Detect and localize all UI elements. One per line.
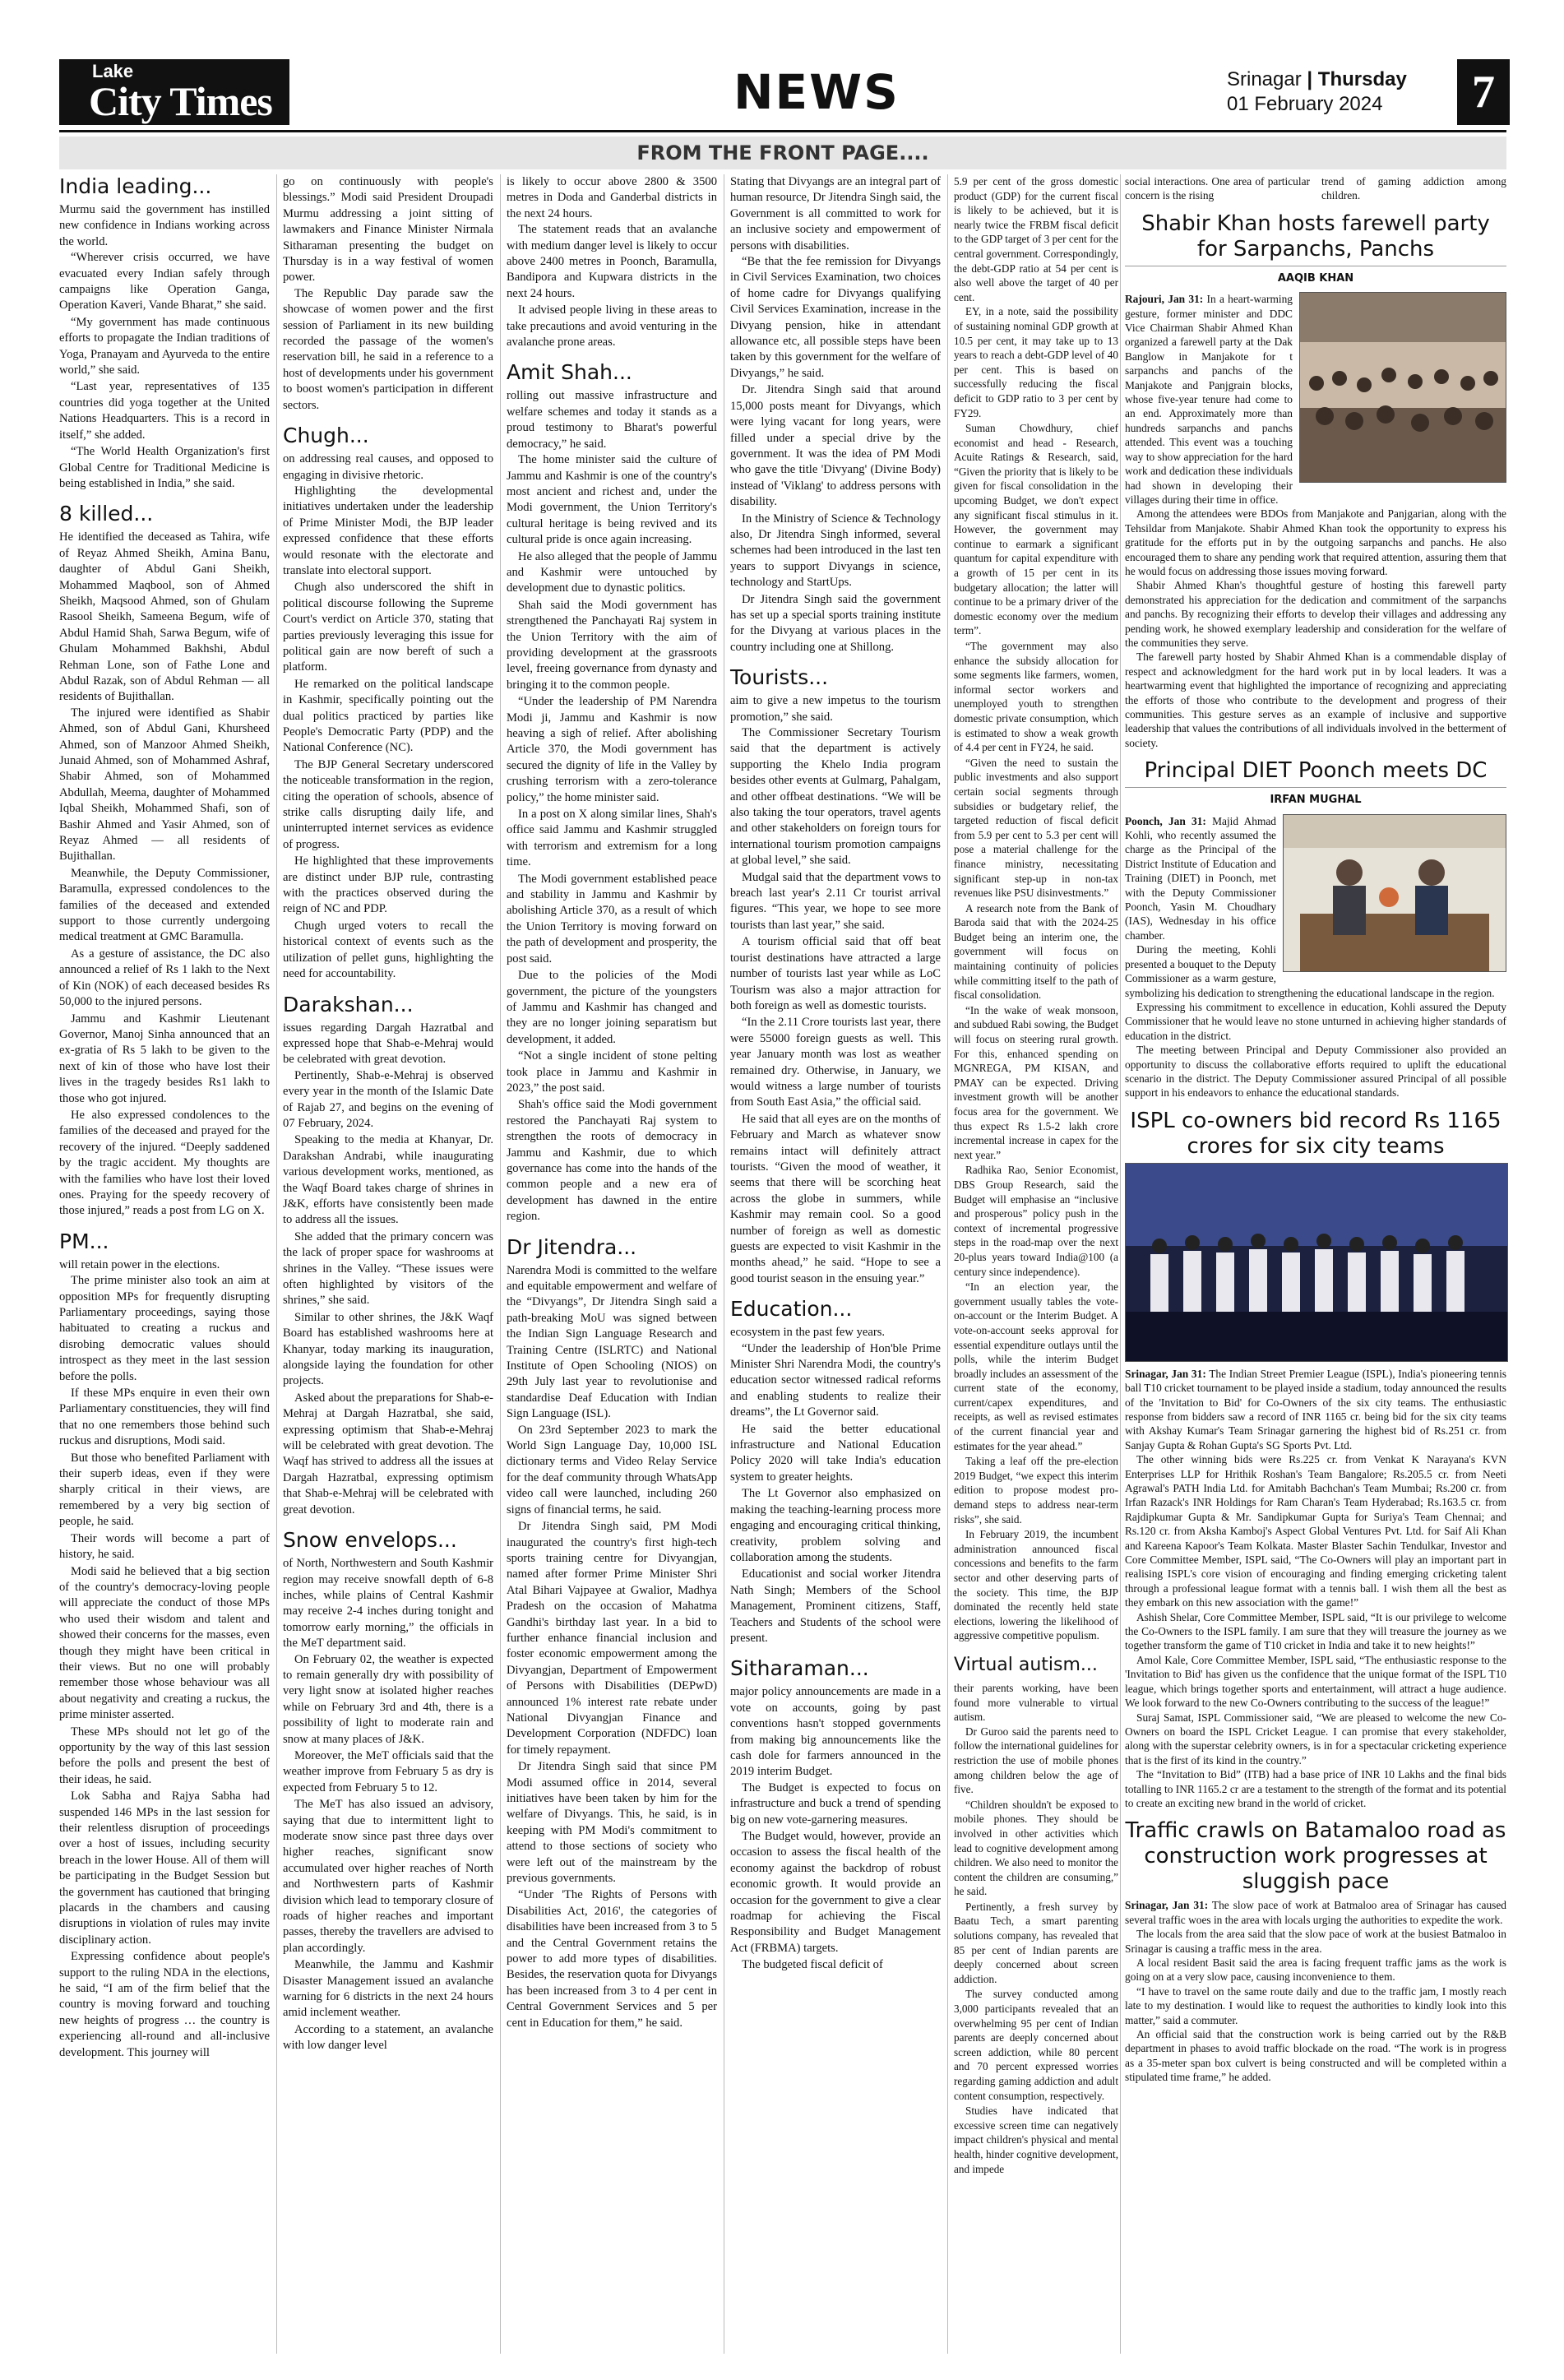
paragraph: He highlighted that these improvements are distinct under BJP rule, contrasting with the practices observed during the reign of NC and PDP. [283, 854, 493, 916]
paragraph: Shah said the Modi government has strengthened the Panchayati Raj system in the Union Territory with the aim of providing development at the grassroots level, freeing governance from dynasty and bringing it to the common people. [507, 598, 717, 692]
logo-top-text: Lake [92, 61, 134, 81]
city: Srinagar [1227, 68, 1302, 90]
paragraph: “Children shouldn't be exposed to mobile phones. They should be involved in other activities which lead to cognitive development among children. We also need to monitor the content the children are consuming,” he said. [954, 1798, 1118, 1898]
paragraph: Expressing confidence about people's support to the ruling NDA in the elections, he said, “I am of the firm belief that the country is moving forward and touching new heights of progress … the country is experiencing all-round and all-inclusive development. This journey will [59, 1950, 270, 2059]
paragraph: “I have to travel on the same route daily and due to the traffic jam, I mostly reach late to my destination. I would like to request the authorities to kindly look into this matter,” said a commuter. [1125, 1984, 1506, 2026]
column-3 [507, 174, 717, 2032]
story-heading[interactable]: 8 killed... [59, 502, 154, 526]
paragraph: “Be that the fee remission for Divyangs in Civil Services Examination, two choices of home cadre for Divyangs qualifying Civil Services Examination, increase in the Divyang pension, hike in attendant allowance etc, all possible steps have been taken by this government for the welfare of Divyangs,” he said. [730, 255, 941, 380]
paragraph: Similar to other shrines, the J&K Waqf Board has established washrooms here at Khanyar, today marking its inauguration, alongside laying the foundation for other projects. [283, 1310, 493, 1388]
story-heading[interactable]: Sitharaman... [730, 1656, 869, 1681]
paragraph: A local resident Basit said the area is facing frequent traffic jams as the work is going on at a very slow pace, causing inconvenience to them. [1125, 1956, 1506, 1984]
paragraph: The Republic Day parade saw the showcase of women power and the first session of Parliament in its new building recorded the passage of the women's reservation bill, he said in a reference to a host of developments under his government to boost women's participation in different sectors. [283, 286, 493, 412]
paragraph: He said the better educational infrastructure and National Education Policy 2020 will take India's education system to greater heights. [730, 1422, 941, 1484]
column-divider [500, 174, 501, 2354]
paragraph: The injured were identified as Shabir Ahmed, son of Abdul Gani, Khursheed Ahmed, son of Manzoor Ahmed Sheikh, Junaid Ahmed, son of Mohammed Ashraf, Shabir Ahmed, son of Mohammed Abdullah, Meema, daughter of Mohammed Iqbal Sheikh, Mohammed Shafi, son of Bashir Ahmed and Yasir Ahmed, son of Reyaz Ahmed — all residents of Bujithallan. [59, 706, 270, 864]
paragraph: As a gesture of assistance, the DC also announced a relief of Rs 1 lakh to the Next of Kin (NOK) of each deceased besides Rs 50,000 to the injured persons. [59, 947, 270, 1009]
paragraph: On 23rd September 2023 to mark the World Sign Language Day, 10,000 ISL dictionary terms and Video Relay Service for the deaf community through WhatsApp video call were launched, including 260 signs of financial terms, he said. [507, 1423, 717, 1516]
photo-office-icon [1284, 815, 1506, 971]
paragraph: Studies have indicated that excessive screen time can negatively impact children's physical and mental health, hinder cognitive development, and impede [954, 2104, 1118, 2175]
paragraph: Shabir Ahmed Khan's thoughtful gesture of hosting this farewell party demonstrated his appreciation for the dedication and commitment of the sarpanchs and panchs. By recognizing their efforts to develop their villages and addressing any pending work, he showed exemplary leadership and consideration for the welfare of the communities they serve. [1125, 579, 1506, 649]
byline: IRFAN MUGHAL [1270, 794, 1362, 807]
paragraph: On February 02, the weather is expected to remain generally dry with possibility of very light snow at isolated higher reaches while on February 3rd and 4th, there is a possibility of light to moderate rain and snow at many places of J&K. [283, 1652, 493, 1746]
paragraph: In a post on X along similar lines, Shah's office said Jammu and Kashmir struggled with terrorism and extremism for a long time. [507, 808, 717, 869]
story-heading[interactable]: PM... [59, 1229, 109, 1253]
byline: AAQIB KHAN [1277, 271, 1354, 285]
section-title: NEWS [733, 64, 900, 120]
ispl-stage-photo[interactable] [1125, 1163, 1508, 1362]
paragraph: The “Invitation to Bid” (ITB) had a base price of INR 10 Lakhs and the final bids totalling to INR 1165.2 cr are a testament to the strength of the format and its potential to create an exciting new brand in the world of cricket. [1125, 1768, 1506, 1809]
paragraph: is likely to occur above 2800 & 3500 metres in Doda and Ganderbal districts in the next 24 hours. [507, 175, 717, 220]
paragraph: The Commissioner Secretary Tourism said that the department is actively supporting the Khelo India program besides other events at Gulmarg, Pahalgam, and other offbeat destinations. “We will be also taking the tour operators, travel agents and other stakeholders on foreign tours for international tourism promotion campaigns at global level,” she said. [730, 726, 941, 868]
paragraph: “Under the leadership of Hon'ble Prime Minister Shri Narendra Modi, the country's education sector witnessed radical reforms and enabling students to realize their dreams”, the Lt Governor said. [730, 1341, 941, 1419]
page-number: 7 [1457, 59, 1510, 125]
column-divider [276, 174, 277, 2354]
masthead [59, 59, 1506, 127]
paragraph: The budgeted fiscal deficit of [742, 1958, 883, 1972]
paragraph: Chugh urged voters to recall the historical context of events such as the utilization of pellet guns, highlighting the need for accountability. [283, 919, 493, 981]
weekday: Thursday [1317, 68, 1407, 90]
story-heading[interactable]: Tourists... [730, 665, 829, 690]
paragraph: But those who benefited Parliament with their superb ideas, even if they were sharply critical in their views, are remembered by a very big section of people, he said. [59, 1451, 270, 1529]
paragraph: Modi said he believed that a big section of the country's democracy-loving people will appreciate the conduct of those MPs who used their wisdom and talent and showed their concerns for the masses, even though they might have been critical in their views. But no one will probably remember those whose behaviour was all about negativity and creating a ruckus, the prime minister asserted. [59, 1564, 270, 1722]
column-divider [1120, 174, 1121, 2354]
column-2 [283, 174, 493, 2055]
masthead-rule [59, 130, 1506, 132]
paragraph: “In the 2.11 Crore tourists last year, there were 55000 foreign guests as well. This year January month was lost as weather remained dry. Otherwise, in January, we would witness a large number of tourists from South East Asia,” the official said. [730, 1016, 941, 1109]
paragraph: The Modi government established peace and stability in Jammu and Kashmir by abolishing Article 370, as a result of which the Union Territory is moving forward on the path of development and prosperity, the post said. [507, 872, 717, 965]
paragraph: Jammu and Kashmir Lieutenant Governor, Manoj Sinha announced that an ex-gratia of Rs 5 lakh to be given to the next of kin of those who have lost their lives in the tragedy besides Rs1 lakh to those who got injured. [59, 1012, 270, 1105]
story-heading[interactable]: Darakshan... [283, 992, 414, 1016]
article-dateline: Srinagar, Jan 31: [1125, 1899, 1209, 1912]
article-headline[interactable]: ISPL co-owners bid record Rs 1165 crores for six city teams [1130, 1108, 1502, 1159]
paragraph: During the meeting, Kohli presented a bouquet to the Deputy Commissioner as a warm gesture, symbolizing his dedication to strengthening the educational landscape in the region. [1125, 943, 1495, 999]
story-heading[interactable]: Amit Shah... [507, 360, 632, 385]
paragraph-text: Majid Ahmad Kohli, who recently assumed the charge as the Principal of the District Institute of Education and Training (DIET) in Poonch, met with the Deputy Commissioner Poonch, Yasin M. Choudhary (IAS), Wednesday in his office chamber. [1125, 814, 1276, 942]
paragraph: EY, in a note, said the possibility of sustaining nominal GDP growth at 10.5 per cent, it may take up to 13 years to reach a debt-GDP level of 40 per cent. This is based on successfully reducing the fiscal deficit to GDP ratio to 3 per cent by FY29. [954, 305, 1118, 419]
paragraph: of North, Northwestern and South Kashmir region may receive snowfall depth of 6-8 inches, while plains of Central Kashmir may receive 2-4 inches during tonight and tomorrow early morning,” the officials in the MeT department said. [283, 1557, 493, 1651]
column-divider [947, 174, 948, 2354]
column-1 [59, 174, 270, 2062]
article-headline[interactable]: Shabir Khan hosts farewell party for Sarpanchs, Panchs [1141, 211, 1490, 262]
paragraph: “Under 'The Rights of Persons with Disabilities Act, 2016', the categories of disabilities have been increased from 3 to 5 and the Central Government retains the power to add more types of disabilities. Besides, the reservation quota for Divyangs has been increased from 3 to 4 per cent in Central Government Services and 5 per cent in Education for them,” he said. [507, 1888, 717, 2030]
paragraph: “Last year, representatives of 135 countries did yoga together at the United Nations Headquarters. This is a record in itself,” she added. [59, 380, 270, 442]
paragraph: The BJP General Secretary underscored the noticeable transformation in the region, citing the operation of schools, absence of strike calls disrupting daily life, and uninterrupted internet services as evidence of progress. [283, 757, 493, 851]
section-banner: FROM THE FRONT PAGE.... [59, 137, 1506, 169]
paragraph: The Budget is expected to focus on infrastructure and buck a trend of spending big on new vote-garnering measures. [730, 1780, 941, 1827]
paragraph [1125, 1898, 1506, 1927]
paragraph: Shah's office said the Modi government restored the Panchayati Raj system to strengthen the roots of democracy in Jammu and Kashmir, due to which governance has come into the hands of the common people and a new era of development has dawned in the entire region. [507, 1098, 717, 1224]
paragraph: The home minister said the culture of Jammu and Kashmir is one of the country's most ancient and richest and, under the Modi government, the Union Territory's cultural heritage is being revived and its cultural pride is once again increasing. [507, 453, 717, 547]
paragraph: social interactions. One area of particular concern is the rising [1125, 175, 1310, 202]
paragraph: Chugh also underscored the shift in political discourse following the Supreme Court's verdict on Article 370, stating that parties previously leveraging this issue for political gain are now bereft of such a platform. [283, 581, 493, 674]
paragraph: He remarked on the political landscape in Kashmir, specifically pointing out the dual politics practiced by parties like People's Democratic Party (PDP) and the National Conference (NC). [283, 677, 493, 755]
article-dateline: Srinagar, Jan 31: [1125, 1367, 1206, 1380]
paragraph: According to a statement, an avalanche with low danger level [283, 2022, 493, 2053]
paragraph: Educationist and social worker Jitendra Nath Singh; Members of the School Management, Prominent citizens, Staff, Teachers and Students of the school were present. [730, 1567, 941, 1645]
paragraph: Moreover, the MeT officials said that the weather improve from February 5 as dry is expected from February 5 to 12. [283, 1748, 493, 1794]
paragraph: Lok Sabha and Rajya Sabha had suspended 146 MPs in the last session for their relentless disruption of proceedings over a host of issues, including security breach in the lower House. All of them will be participating in the Budget Session but the government has cautioned that bringing placards in the chambers and causing disruptions in violation of rules may invite disciplinary action. [59, 1790, 270, 1947]
paragraph: Mudgal said that the department vows to breach last year's 2.11 Cr tourist arrival figures. “This year, we hope to see more tourists than last year,” she said. [730, 870, 941, 932]
paragraph: Taking a leaf off the pre-election 2019 Budget, “we expect this interim edition to propose modest pro-demand steps to address near-term risks”, she said. [954, 1455, 1118, 1526]
paragraph: An official said that the construction work is being carried out by the R&B department in phases to avoid traffic blockade on the road. “The work is in progress as a 35-meter span box culvert is being constructed and will be completed within a stipulated time frame,” he added. [1125, 2028, 1506, 2084]
story-heading[interactable]: Education... [730, 1297, 853, 1322]
paragraph: Highlighting the developmental initiatives undertaken under the leadership of Prime Minister Modi, the BJP leader expressed confidence that these efforts would resonate with the electorate and translate into electoral support. [283, 484, 493, 577]
paragraph: Suman Chowdhury, chief economist and head - Research, Acuite Ratings & Research, said, “Given the priority that is likely to be given for fiscal consolidation in the upcoming Budget, we don't expect any significant fiscal stimulus in it. However, the government may continue to earmark a significant quantum for capital expenditure with a growth of 15 per cent in its budgetary allocation; the latter will continue to be a primary driver of the domestic economy over the medium term”. [954, 422, 1118, 637]
paragraph: issues regarding Dargah Hazratbal and expressed hope that Shab-e-Mehraj would be celebrated with great devotion. [283, 1021, 493, 1067]
byline-rule [1125, 787, 1506, 788]
paragraph: The survey conducted among 3,000 participants revealed that an overwhelming 95 per cent of Indian parents are deeply concerned about screen addiction, while 80 percent and 70 percent expressed worries regarding gaming addiction and adult content consumption, respectively. [954, 1988, 1118, 2102]
paragraph: The MeT has also issued an advisory, saying that due to intermittent light to moderate snow since past three days over higher reaches, significant snow accumulated over higher reaches of North and Northwestern parts of Kashmir division which lead to temporary closure of roads of higher reaches and important passes, thereby the travellers are advised to plan accordingly. [283, 1798, 493, 1955]
paragraph: The locals from the area said that the slow pace of work at the busiest Batmaloo in Srinagar is causing a traffic mess in the area. [1125, 1928, 1506, 1955]
paragraph: Meanwhile, the Jammu and Kashmir Disaster Management issued an avalanche warning for 6 districts in the next 24 hours amid inclement weather. [283, 1958, 493, 2020]
paragraph: Narendra Modi is committed to the welfare and equitable empowerment and welfare of the “Divyangs”, Dr Jitendra Singh said a path-breaking MoU was signed between the Indian Sign Language Research and Training Centre (ISLRTC) and National Institute of Open Schooling (NIOS) on 29th July last year to revolutionise and standardise Deaf Education with Indian Sign Language (ISL). [507, 1263, 717, 1421]
paragraph: on addressing real causes, and opposed to engaging in divisive rhetoric. [283, 452, 493, 482]
issue-date: 01 February 2024 [1227, 93, 1383, 115]
paragraph: A research note from the Bank of Baroda said that with the 2024-25 Budget being an interim one, the government will focus on maintaining continuity of policies while committing itself to the path of fiscal consolidation. [954, 901, 1118, 1002]
paragraph: In the Ministry of Science & Technology also, Dr Jitendra Singh informed, several schemes had been introduced in the last ten years to support Divyangs in science, technology and StartUps. [730, 512, 941, 590]
paragraph: It advised people living in these areas to take precautions and avoid venturing in the avalanche prone areas. [507, 303, 717, 350]
dateline: Srinagar | Thursday 01 February 2024 [1227, 68, 1407, 115]
paragraph-text: The slow pace of work at Batmaloo area of Srinagar has caused several traffic woes in the area with locals urging the authorities to expedite the work. [1125, 1899, 1506, 1926]
paragraph: He also alleged that the people of Jammu and Kashmir were untouched by development due to dynastic politics. [507, 549, 717, 595]
article-headline[interactable]: Traffic crawls on Batamaloo road as construction work progresses at sluggish pace [1125, 1818, 1506, 1895]
paragraph: go on continuously with people's blessings.” Modi said President Droupadi Murmu addressing a joint sitting of lawmakers and Finance Minister Nirmala Sitharaman presenting the budget on Thursday is in a way festival of women power. [283, 175, 493, 285]
paragraph: Dr Guroo said the parents need to follow the international guidelines for restriction the use of mobile phones among children below the age of five. [954, 1725, 1118, 1796]
paragraph: Dr Jitendra Singh said the government has set up a special sports training institute for the Divyang at various places in the country including one at Shillong. [730, 592, 941, 654]
article-dateline: Poonch, Jan 31: [1125, 814, 1206, 827]
paragraph: Dr. Jitendra Singh said that around 15,000 posts meant for Divyangs, which were lying vacant for long years, were filled under a special drive by the government. It was the idea of PM Modi who gave the title 'Divyang' (Divine Body) instead of 'Viklang' to address persons with disability. [730, 383, 941, 509]
farewell-party-photo[interactable] [1299, 292, 1506, 483]
paragraph: Among the attendees were BDOs from Manjakote and Panjgarian, along with the Tehsildar from Manjakote. Shabir Ahmed Khan took the opportunity to express his gratitude for the efforts put in by the outgoing sarpanchs and panchs. He also encouraged them to share any pending work that required attention, assuring them that he would focus on addressing those issues moving forward. [1125, 507, 1506, 577]
paragraph-text: In a heart-warming gesture, former minister and DDC Vice Chairman Shabir Ahmed Khan organized a farewell party at the Dak Banglow in Manjakote for t sarpanchs and panchs of the Manjakote and Panjgrain blocks, whose five-year tenure had come to an end. Approximately more than hundreds sarpanchs and panchs attended. This event was a touching way to show appreciation for the hard work and dedication these individuals had shown in developing their villages during their time in office. [1125, 293, 1293, 506]
paragraph: major policy announcements are made in a vote on accounts, going by past conventions hasn't stopped governments from making big announcements like the cash dole for farmers announced in the 2019 interim Budget. [730, 1685, 941, 1779]
paragraph: The Budget would, however, provide an occasion to assess the fiscal health of the economy against the backdrop of robust economic growth. It would provide an occasion for the government to give a clear roadmap for achieving the Fiscal Responsibility and Budget Management Act (FRBMA) targets. [730, 1830, 941, 1955]
paragraph: “Wherever crisis occurred, we have evacuated every Indian safely through campaigns like Operation Ganga, Operation Kaveri, Vande Bharat,” she said. [59, 251, 270, 313]
paragraph: These MPs should not let go of the opportunity by the way of this last session before the polls and present the best of their ideas, he said. [59, 1725, 270, 1786]
paragraph: aim to give a new impetus to the tourism promotion,” she said. [730, 694, 941, 724]
paragraph: “In the wake of weak monsoon, and subdued Rabi sowing, the Budget will focus on steering rural growth. For this, enhanced spending on MGNREGA, PM KISAN, and PMAY can be expected. Driving investment growth will be another focus area for the government. We thus expect Rs 1.5-2 lakh crore incremental increase in capex for the next year.” [954, 1003, 1118, 1161]
paragraph: Expressing his commitment to excellence in education, Kohli assured the Deputy Commissioner that he would leave no stone unturned in achieving higher standards of education in the district. [1125, 1000, 1506, 1042]
paragraph: He said that all eyes are on the months of February and March as whatever snow remains intact will definitely attract tourists. “Given the mood of weather, it seems that there will be scorching heat across the globe in summers, while Kashmir may remain cool. So a good number of foreign as well as domestic guests are expected to visit Kashmir in the months ahead,” he said. “Hope to see a good tourist season in the ensuing year.” [730, 1112, 941, 1285]
story-heading[interactable]: India leading... [59, 174, 212, 198]
paragraph: 5.9 per cent of the gross domestic product (GDP) for the current fiscal is likely to be achieved, but it is nearly twice the FRBM fiscal deficit to the GDP target of 3 per cent for the central government. Correspondingly, the debt-GDP ratio at 54 per cent is also well above the target of 40 per cent. [954, 175, 1118, 303]
diet-meeting-photo[interactable] [1283, 814, 1506, 972]
story-heading[interactable]: Virtual autism... [954, 1654, 1098, 1675]
paragraph: In February 2019, the incumbent administration announced fiscal concessions and benefits to the farm sector and other deserving parts of the society. This time, the BJP dominated the recently held state elections, lowering the likelihood of aggressive competitive populism. [954, 1528, 1118, 1642]
paragraph: He also expressed condolences to the families of the deceased and prayed for the recovery of the injured. “Deeply saddened by the tragic accident. My thoughts are with the families who have lost their loved ones. Praying for the speedy recovery of those injured,” reads a post from LG on X. [59, 1108, 270, 1218]
continued-text [1125, 174, 1506, 203]
paragraph: “The World Health Organization's first Global Centre for Traditional Medicine is being established in India,” she said. [59, 445, 270, 490]
paragraph: Asked about the preparations for Shab-e-Mehraj at Dargah Hazratbal, she said, expressing optimism that Shab-e-Mehraj will be celebrated with great devotion. The Waqf has strived to address all the issues at Dargah Hazratbal, expressing optimism that Shab-e-Mehraj will be celebrated with great devotion. [283, 1391, 493, 1516]
paragraph: will retain power in the elections. [59, 1257, 220, 1271]
paragraph: She added that the primary concern was the lack of proper space for washrooms at shrines in the Valley. “These issues were often highlighted by visitors of the shrines,” she said. [283, 1229, 493, 1308]
paragraph: rolling out massive infrastructure and welfare schemes and today it stands as a proud testimony to Bharat's powerful democracy,” he said. [507, 389, 717, 451]
paragraph: Pertinently, a fresh survey by Baatu Tech, a smart parenting solutions company, has revealed that 85 per cent of Indian parents are deeply concerned about screen addiction. [954, 1900, 1118, 1985]
paragraph: The other winning bids were Rs.225 cr. from Venkat K Narayana's KVN Enterprises LLP for Hrithik Roshan's Team Bangalore; Rs.205.5 cr. from Neeti Agrawal's PATH India Ltd. for Amitabh Bachchan's Team Mumbai; Rs.200 cr. from Irfan Razack's INR Holdings for Ram Charan's Team Hyderabad; Rs.163.5 cr. from Rajdipkumar Gupta & Mr. Sandipkumar Gupta for Suriya's Team Chennai; and Rs.120 cr. from Aksha Kamboj's Aspect Global Ventures Pvt. Ltd. for Saif Ali Khan and Kareena Kapoor's Team Kolkata. Master Blaster Sachin Tendulkar, Investor and Core Committee Member, ISPL said, “The Co-Owners will play an important part in realising ISPL's core vision of encouraging and finding emerging cricketing talent through a professional league format with a tennis ball. I wish them all the best as they embark on this new association with the game!” [1125, 1453, 1506, 1609]
paragraph: Suraj Samat, ISPL Commissioner said, “We are pleased to welcome the new Co-Owners on board the ISPL Cricket League. I can promise that every stakeholder, along with the superstar celebrity owners, is in for a spectacular cricketing experience that is the first of its kind in the country.” [1125, 1711, 1506, 1766]
paragraph: “In an election year, the government usually tables the vote-on-account or the Interim Budget. A vote-on-account seeks approval for essential expenditure outlays until the polls, while the interim Budget broadly includes an assessment of the current state of the economy, current/capex expenditures, and receipts, as well as revised estimates of the current financial year and estimates for the year ahead.” [954, 1280, 1118, 1452]
paragraph: Ashish Shelar, Core Committee Member, ISPL said, “It is our privilege to welcome the Co-Owners to the ISPL family. I am sure that they will treasure the journey as we together transform the game of T10 cricket in India and take it to new heights!” [1125, 1610, 1506, 1652]
paragraph: He identified the deceased as Tahira, wife of Reyaz Ahmed Sheikh, Amina Banu, daughter of Abdul Gani Sheikh, Mohammed Maqbool, son of Ahmed Sheikh, Maqsood Ahmed, son of Ghulam Rasool Sheikh, Sameena Begum, wife of Abdul Hamid Shah, Sarwa Begum, wife of Ghulam Mohammed Bakhshi, Abdul Rehman Lone, son of Fathe Lone and Abdul Razak, son of Abdul Rehman — all residents of Bujithallan. [59, 530, 270, 704]
paragraph: Radhika Rao, Senior Economist, DBS Group Research, said the Budget will emphasise an “inclusive and prosperous” policy push in the context of incremental progressive steps in the road-map over the next 20-plus years toward India@100 (a century since independence). [954, 1164, 1118, 1278]
article-dateline: Rajouri, Jan 31: [1125, 293, 1204, 306]
paragraph: Dr Jitendra Singh said that since PM Modi assumed office in 2014, several initiatives have been taken by him for the welfare of Divyangs. This, he said, is in keeping with PM Modi's commitment to attend to those sections of society who were left out of the mainstream by the previous governments. [507, 1760, 717, 1886]
paragraph: The statement reads that an avalanche with medium danger level is likely to occur above 2400 metres in Poonch, Baramulla, Bandipora and Kupwara districts in the next 24 hours. [507, 223, 717, 300]
paragraph: Dr Jitendra Singh said, PM Modi inaugurated the country's first high-tech sports training centre for Divyangjan, named after former Prime Minister Shri Atal Bihari Vajpayee at Gwalior, Madhya Pradesh on the occasion of Mahatma Gandhi's birthday last year. In a bid to further enhance financial inclusion and foster economic empowerment among the Divyangjan, Department of Empowerment of Persons with Disabilities (DEPwD) announced 1% interest rate rebate under National Divyangjan Finance and Development Corporation (NDFDC) loan for timely repayment. [507, 1520, 717, 1757]
column-5 [954, 174, 1118, 2177]
paragraph: Meanwhile, the Deputy Commissioner, Baramulla, expressed condolences to the families of the deceased and extended support to those currently undergoing medical treatment at GMC Baramulla. [59, 866, 270, 944]
paragraph: Pertinently, Shab-e-Mehraj is observed every year in the month of the Islamic Date of Rajab 27, and begins on the evening of 07 February, 2024. [283, 1068, 493, 1130]
paragraph: The farewell party hosted by Shabir Ahmed Khan is a commendable display of respect and acknowledgment for the hard work put in by local leaders. It was a heartwarming event that highlighted the importance of recognizing and appreciating the efforts of those who contribute to the development and progress of their communities. This gesture serves as an example of inclusive and supportive leadership that values the contributions of all individuals involved in the betterment of society. [1125, 651, 1506, 749]
story-heading[interactable]: Dr Jitendra... [507, 1234, 637, 1259]
right-column [1125, 174, 1506, 2085]
paragraph: The Lt Governor also emphasized on making the teaching-learning process more engaging and encouraging critical thinking, creativity, problem solving and collaboration among the students. [730, 1487, 941, 1564]
story-heading[interactable]: Chugh... [283, 424, 369, 448]
paragraph: The meeting between Principal and Deputy Commissioner also provided an opportunity to discuss the collaborative efforts required to uplift the educational scenario in the district. The Deputy Commissioner assured Principal of all possible support in his endeavors to enhance the educational standards. [1125, 1044, 1506, 1100]
paragraph: “Under the leadership of PM Narendra Modi ji, Jammu and Kashmir is now heaving a sigh of relief. After abolishing Article 370, the Modi government has secured the dignity of life in the Valley by crushing terrorism with a zero-tolerance policy,” the home minister said. [507, 695, 717, 804]
paragraph: Speaking to the media at Khanyar, Dr. Darakshan Andrabi, while inaugurating various development works, mentioned, as the Waqf Board takes charge of shrines in J&K, efforts have consistently been made to address all the issues. [283, 1133, 493, 1227]
photo-stage-icon [1126, 1164, 1507, 1361]
story-heading[interactable]: Snow envelops... [283, 1528, 457, 1553]
paragraph: Murmu said the government has instilled new confidence in Indians working across the world. [59, 203, 270, 248]
paragraph: ecosystem in the past few years. [730, 1326, 886, 1340]
paragraph: “The government may also enhance the subsidy allocation for some segments like farmers, women, informal sector workers and unemployed youth to strengthen domestic private consumption, which is estimated to show a weak growth of 4.4 per cent in FY24, he said. [954, 640, 1118, 754]
newspaper-logo[interactable] [59, 59, 289, 125]
paragraph: trend of gaming addiction among children. [1321, 175, 1506, 202]
paragraph-text: The Indian Street Premier League (ISPL), India's pioneering tennis ball T10 cricket tournament to be played inside a stadium, today announced the results of the 'Invitation to Bid' for Co-Owners of the six city teams. The enthusiastic response from bidders saw a record of INR 1165 cr. being bid for the six city teams with Akshay Kumar's Team Srinagar garnering the highest bid of Rs.251 cr. from Sanjay Gupta & Rohan Gupta's SG Sports Pvt. Ltd. [1125, 1367, 1506, 1452]
paragraph [1125, 1367, 1506, 1452]
paragraph: Due to the policies of the Modi government, the picture of the youngsters of Jammu and Kashmir has changed and they are no longer joining separatism but development, it added. [507, 969, 717, 1046]
paragraph: If these MPs enquire in even their own Parliamentary constituencies, they will find that no one remembers those behind such ruckus and disruptions, Modi said. [59, 1387, 270, 1448]
paragraph: Stating that Divyangs are an integral part of human resource, Dr Jitendra Singh said, the Government is all committed to work for an inclusive society and empowerment of persons with disabilities. [730, 175, 941, 252]
logo-main-text: City Times [89, 78, 272, 124]
photo-crowd-icon [1300, 293, 1506, 482]
paragraph: A tourism official said that off beat tourist destinations have attracted a large number of tourists last year while as LoC Tourism was also a major attraction for both foreign as well as domestic tourists. [730, 935, 941, 1012]
article-headline[interactable]: Principal DIET Poonch meets DC [1144, 758, 1488, 784]
paragraph: their parents working, have been found more vulnerable to virtual autism. [954, 1681, 1118, 1724]
paragraph: The prime minister also took an aim at opposition MPs for frequently disrupting Parliamentary proceedings, saying those habituated to creating a ruckus and disrobing democratic values should introspect as they meet in the last session before the polls. [59, 1274, 270, 1383]
column-4 [730, 174, 941, 1975]
paragraph: “My government has made continuous efforts to propagate the Indian traditions of Yoga, Pranayam and Ayurveda to the entire world,” she said. [59, 315, 270, 377]
paragraph: “Given the need to sustain the public investments and also support certain social segments through subsidies or budgetary relief, the targeted reduction of fiscal deficit from 5.9 per cent to 5.3 per cent will pose a material challenge for the finance ministry, necessitating significant step-up in non-tax revenues like PSU disinvestments.” [954, 756, 1118, 900]
paragraph: Amol Kale, Core Committee Member, ISPL said, “The enthusiastic response to the 'Invitation to Bid' has given us the confidence that the unique format of the ISPL T10 league, which brings together sports and entertainment, will attract a huge audience. We look forward to the new Co-Owners contributing to the success of the league!” [1125, 1653, 1506, 1710]
paragraph: “Not a single incident of stone pelting took place in Jammu and Kashmir in 2023,” the post said. [507, 1049, 717, 1095]
paragraph: Their words will become a part of history, he said. [59, 1531, 270, 1562]
